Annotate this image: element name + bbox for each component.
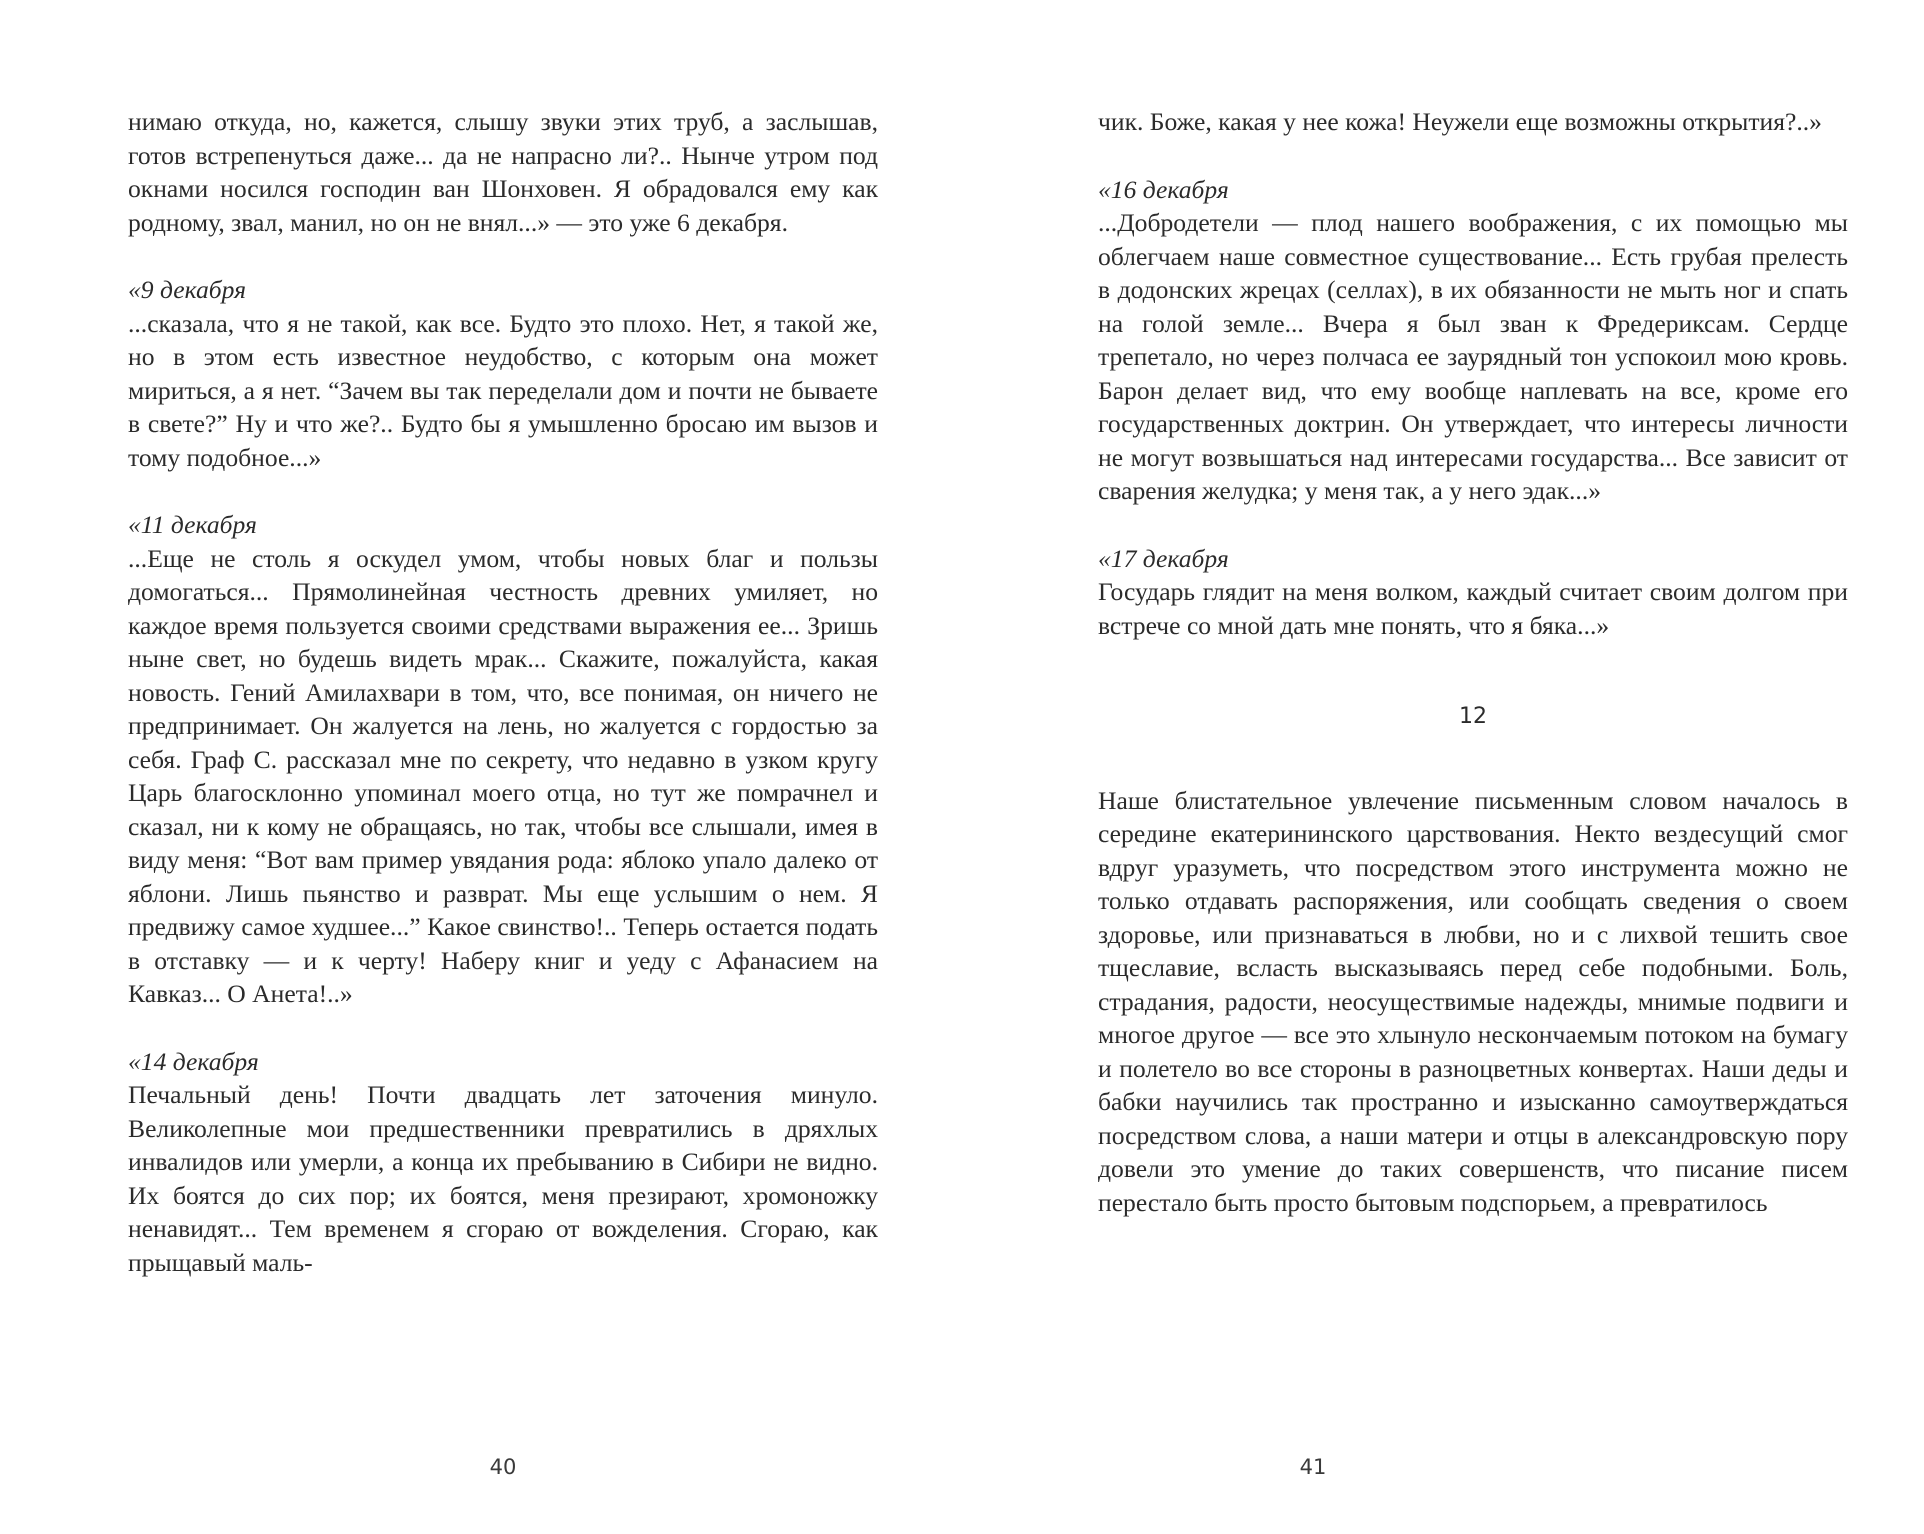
- diary-entry-dec-17: [1098, 542, 1848, 643]
- right-page-body: [1098, 105, 1848, 1219]
- left-page: [128, 0, 878, 1534]
- entry-date: «17 декабря: [1098, 543, 1229, 573]
- page-number-left: 40: [489, 1455, 517, 1479]
- entry-date: «14 декабря: [128, 1046, 259, 1076]
- entry-date: «11 декабря: [128, 510, 257, 539]
- page-number-right: 41: [1299, 1455, 1327, 1479]
- diary-entry-dec-16: [1098, 173, 1848, 508]
- left-page-body: [128, 105, 878, 1279]
- chapter-number: 12: [1459, 704, 1487, 729]
- entry-text: Государь глядит на меня волком, каждый считает своим долгом при встрече со мной дать мне понять, что я бяка...»: [1098, 577, 1848, 640]
- entry-date: «16 декабря: [1098, 174, 1229, 204]
- entry-date: «9 декабря: [128, 275, 246, 304]
- right-intro-block: [1098, 105, 1848, 139]
- diary-entry-dec-14: [128, 1045, 878, 1280]
- entry-text: ...сказала, что я не такой, как все. Будто это плохо. Нет, я такой же, но в этом есть известное неудобство, с которым она может мириться, а я нет. “Зачем вы так переделали дом и почти не бываете в свете?” Ну и что же?.. Будто бы я умышленно бросаю им вызов и тому подобное...»: [128, 308, 878, 472]
- entry-text: Печальный день! Почти двадцать лет заточения минуло. Великолепные мои предшественники превратились в дряхлых инвалидов или умерли, а конца их пребыванию в Сибири не видно. Их боятся до сих пор; их боятся, меня презирают, хромоножку ненавидят... Тем временем я сгораю от вожделения. Сгораю, как прыщавый маль-: [128, 1080, 878, 1277]
- right-page: [1098, 0, 1848, 1534]
- chapter-paragraph: Наше блистательное увлечение письменным словом началось в середине екатерининского царствования. Некто вездесущий смог вдруг уразуметь, что посредством этого инструмента можно не только отдавать распоряжения, или сообщать сведения о своем здоровье, или признаваться в любви, но и с лихвой тешить свое тщеславие, всласть высказываясь перед себе подобными. Боль, страдания, радости, неосуществимые надежды, мнимые подвиги и многое другое — все это хлынуло нескончаемым потоком на бумагу и полетело во все стороны в разноцветных конвертах. Наши деды и бабки научились так пространно и изысканно самоутверждаться посредством слова, а наши матери и отцы в александровскую пору довели это умение до таких совершенств, что писание писем перестало быть просто бытовым подспорьем, а превратилось: [1098, 785, 1848, 1217]
- left-intro-paragraph: нимаю откуда, но, кажется, слышу звуки этих труб, а заслышав, готов встрепенуться даже... да не напрасно ли?.. Нынче утром под окнами носился господин ван Шонховен. Я обрадовался ему как родному, звал, манил, но он не внял...» — это уже 6 декабря.: [128, 107, 878, 237]
- left-intro-block: [128, 105, 878, 239]
- diary-entry-dec-9: [128, 273, 878, 474]
- entry-text: ...Еще не столь я оскудел умом, чтобы новых благ и пользы домогаться... Прямолинейная честность древних умиляет, но каждое время пользуется своими средствами выражения ее... Зришь ныне свет, но будешь видеть мрак... Скажите, пожалуйста, какая новость. Гений Амилахвари в том, что, все понимая, он ничего не предпринимает. Он жалуется на лень, но жалуется с гордостью за себя. Граф С. рассказал мне по секрету, что недавно в узком кругу Царь благосклонно упоминал моего отца, но тут же помрачнел и сказал, ни к кому не обращаясь, но так, чтобы все слышали, имея в виду меня: “Вот вам пример увядания рода: яблоко упало далеко от яблони. Лишь пьянство и разврат. Мы еще услышим о нем. Я предвижу самое худшее...” Какое свинство!.. Теперь остается подать в отставку — и к черту! Наберу книг и уеду с Афанасием на Кавказ... О Анета!..»: [128, 543, 878, 1008]
- chapter-12-body: [1098, 784, 1848, 1220]
- diary-entry-dec-11: [128, 508, 878, 1011]
- right-intro-paragraph: чик. Боже, какая у нее кожа! Неужели еще возможны открытия?..»: [1098, 107, 1822, 136]
- entry-text: ...Добродетели — плод нашего воображения, с их помощью мы облегчаем наше совместное существование... Есть грубая прелесть в додонских жрецах (селлах), в их обязанности не мыть ног и спать на голой земле... Вчера я был зван к Фредериксам. Сердце трепетало, но через полчаса ее заурядный тон успокоил мою кровь. Барон делает вид, что ему вообще наплевать на все, кроме его государственных доктрин. Он утверждает, что интересы личности не могут возвышаться над интересами государства... Все зависит от сварения желудка; у меня так, а у него эдак...»: [1098, 208, 1848, 505]
